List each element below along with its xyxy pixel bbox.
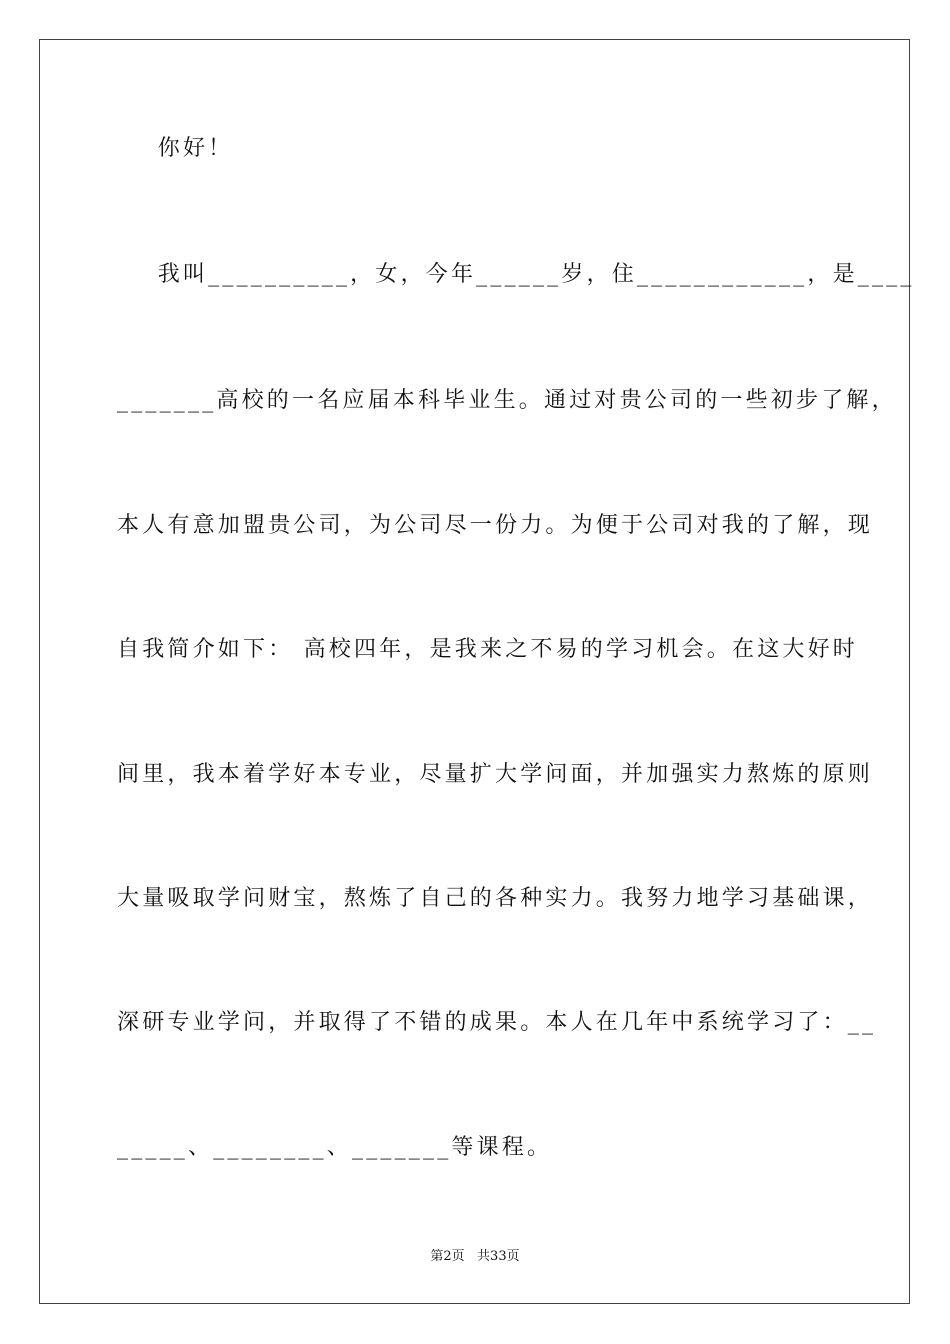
- page-number-footer: 第2页 共33页: [430, 1249, 520, 1264]
- text-line-3: _______高校的一名应届本科毕业生。通过对贵公司的一些初步了解，: [117, 388, 897, 413]
- text-line-7: 大量吸取学问财宝，熬炼了自己的各种实力。我努力地学习基础课，: [117, 886, 874, 911]
- page-frame: [39, 39, 910, 1304]
- text-line-8: 深研专业学问，并取得了不错的成果。本人在几年中系统学习了：__: [117, 1010, 877, 1035]
- text-line-2: 我叫__________，女，今年______岁，住____________，是____: [117, 262, 915, 287]
- text-line-6: 间里，我本着学好本专业，尽量扩大学问面，并加强实力熬炼的原则: [117, 762, 874, 787]
- text-line-5: 自我简介如下： 高校四年，是我来之不易的学习机会。在这大好时: [117, 637, 858, 662]
- text-line-1: 你好！: [117, 136, 234, 161]
- text-line-4: 本人有意加盟贵公司，为公司尽一份力。为便于公司对我的了解，现: [117, 513, 874, 538]
- text-line-9: _____、________、_______等课程。: [117, 1135, 553, 1160]
